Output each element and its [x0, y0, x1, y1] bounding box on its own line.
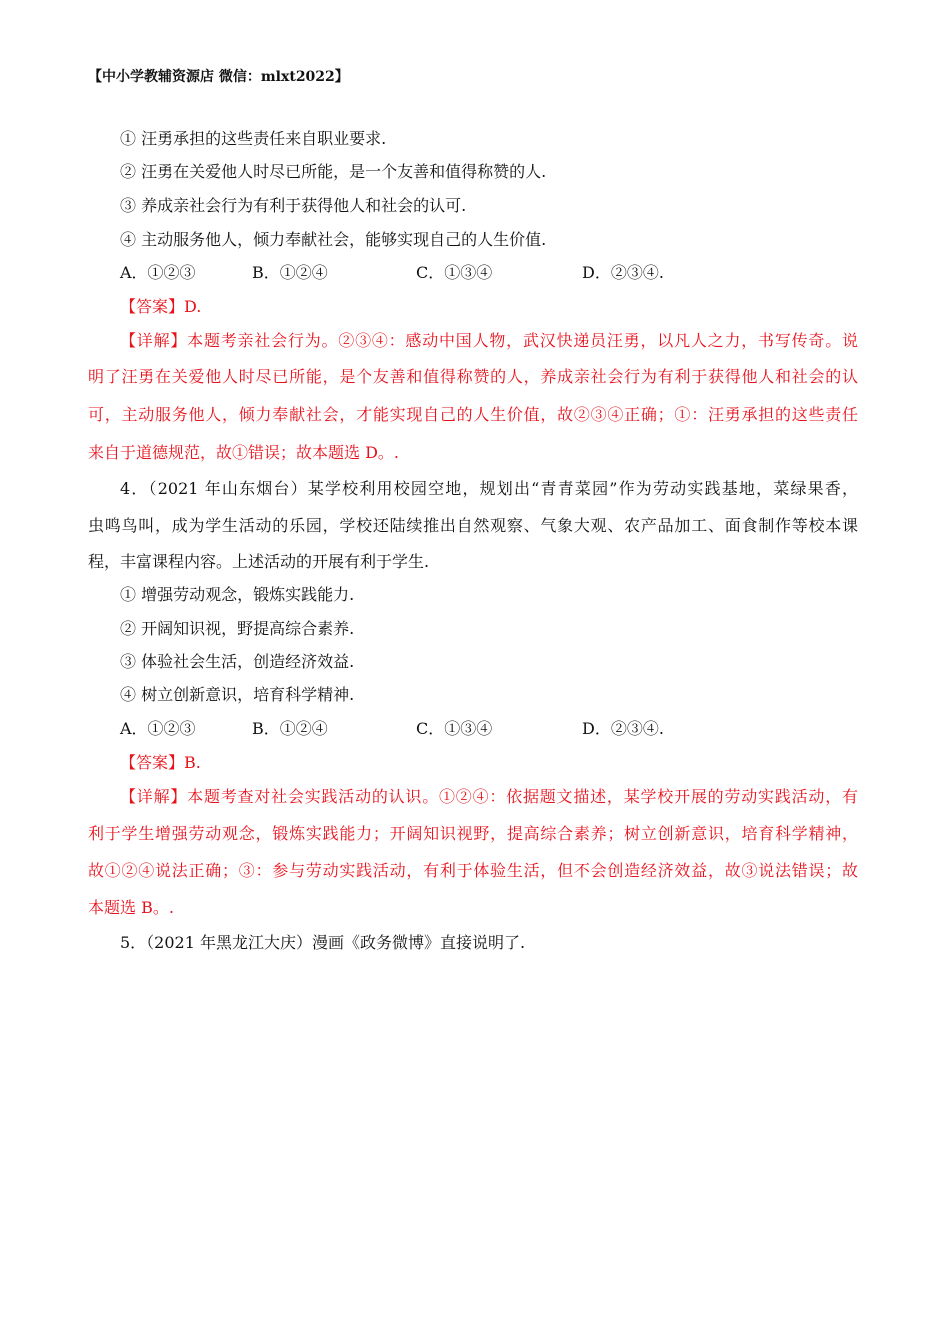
q4-statement-4: ④ 树立创新意识，培育科学精神. [120, 685, 355, 704]
q3-option-c: C．①③④ [416, 263, 493, 282]
q4-explanation-line-2: 利于学生增强劳动观念，锻炼实践能力；开阔知识视野，提高综合素养；树立创新意识，培育科学精神， [88, 824, 858, 843]
q3-explanation-line-1: 【详解】本题考亲社会行为。②③④：感动中国人物，武汉快递员汪勇，以凡人之力，书写传奇。说 [120, 331, 858, 350]
q3-option-a: A．①②③ [120, 263, 196, 282]
q4-explanation-line-3: 故①②④说法正确；③：参与劳动实践活动，有利于体验生活，但不会创造经济效益，故③说法错误；故 [88, 861, 858, 880]
q3-statement-3: ③ 养成亲社会行为有利于获得他人和社会的认可. [120, 196, 467, 215]
q4-explanation-line-1: 【详解】本题考查对社会实践活动的认识。①②④：依据题文描述，某学校开展的劳动实践活动，有 [120, 787, 858, 806]
q3-statement-2: ② 汪勇在关爱他人时尽已所能，是一个友善和值得称赞的人. [120, 162, 547, 181]
q4-option-c: C．①③④ [416, 719, 493, 738]
q3-answer: 【答案】D. [120, 297, 202, 316]
q4-option-b: B．①②④ [252, 719, 328, 738]
q3-option-d: D．②③④. [582, 263, 664, 282]
q3-option-b: B．①②④ [252, 263, 328, 282]
q3-statement-1: ① 汪勇承担的这些责任来自职业要求. [120, 129, 387, 148]
page-header: 【中小学教辅资源店 微信：mlxt2022】 [88, 69, 349, 85]
q4-statement-2: ② 开阔知识视，野提高综合素养. [120, 619, 355, 638]
q3-statement-4: ④ 主动服务他人，倾力奉献社会，能够实现自己的人生价值. [120, 230, 547, 249]
q4-option-a: A．①②③ [120, 719, 196, 738]
q3-explanation-line-3: 可，主动服务他人，倾力奉献社会，才能实现自己的人生价值，故②③④正确；①：汪勇承担的这些责任 [88, 405, 858, 424]
q4-explanation-line-4: 本题选 B。. [88, 898, 174, 917]
q4-stem-line-2: 虫鸣鸟叫，成为学生活动的乐园，学校还陆续推出自然观察、气象大观、农产品加工、面食制作等校本课 [88, 516, 858, 535]
q4-stem-line-1: 4．（2021 年山东烟台）某学校利用校园空地，规划出“青青菜园”作为劳动实践基地，菜绿果香， [120, 479, 858, 498]
q4-option-d: D．②③④. [582, 719, 664, 738]
q3-explanation-line-2: 明了汪勇在关爱他人时尽已所能，是个友善和值得称赞的人，养成亲社会行为有利于获得他人和社会的认 [88, 367, 858, 386]
q4-statement-1: ① 增强劳动观念，锻炼实践能力. [120, 585, 355, 604]
q3-explanation-line-4: 来自于道德规范，故①错误；故本题选 D。. [88, 443, 400, 462]
q4-answer: 【答案】B. [120, 753, 201, 772]
q4-statement-3: ③ 体验社会生活，创造经济效益. [120, 652, 355, 671]
q4-stem-line-3: 程，丰富课程内容。上述活动的开展有利于学生. [88, 552, 430, 571]
q5-stem: 5．（2021 年黑龙江大庆）漫画《政务微博》直接说明了. [120, 933, 526, 952]
